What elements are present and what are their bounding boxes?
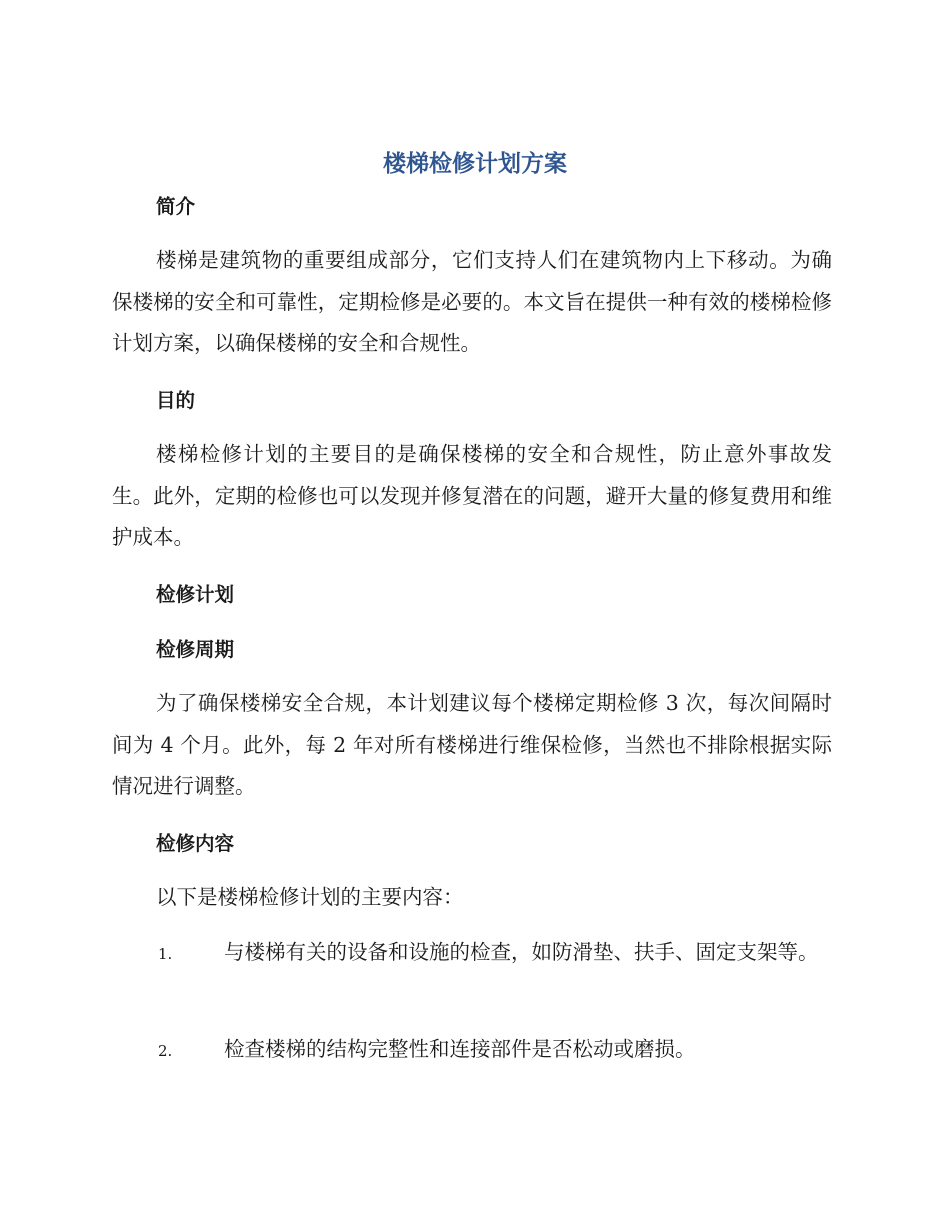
list-item-text: 检查楼梯的结构完整性和连接部件是否松动或磨损。: [224, 1037, 696, 1061]
list-item-number: 2.: [158, 1042, 173, 1060]
document-title: 楼梯检修计划方案: [383, 151, 567, 177]
heading-intro: 简介: [156, 195, 196, 218]
list-item-number: 1.: [158, 945, 173, 963]
paragraph-cycle: 为了确保楼梯安全合规，本计划建议每个楼梯定期检修 3 次，每次间隔时间为 4 个月。此外，每 2 年对所有楼梯进行维保检修，当然也不排除根据实际情况进行调整。: [112, 691, 832, 798]
list-item-text: 与楼梯有关的设备和设施的检查，如防滑垫、扶手、固定支架等。: [224, 940, 819, 964]
paragraph-intro: 楼梯是建筑物的重要组成部分，它们支持人们在建筑物内上下移动。为确保楼梯的安全和可靠性，定期检修是必要的。本文旨在提供一种有效的楼梯检修计划方案，以确保楼梯的安全和合规性。: [112, 248, 832, 355]
heading-plan: 检修计划: [156, 583, 235, 606]
list-item: [112, 932, 832, 976]
heading-purpose: 目的: [156, 389, 196, 412]
heading-content: 检修内容: [156, 832, 235, 855]
heading-cycle: 检修周期: [156, 638, 235, 661]
paragraph-purpose: 楼梯检修计划的主要目的是确保楼梯的安全和合规性，防止意外事故发生。此外，定期的检修也可以发现并修复潜在的问题，避开大量的修复费用和维护成本。: [112, 442, 832, 549]
list-item: [112, 1029, 832, 1073]
paragraph-content-intro: 以下是楼梯检修计划的主要内容：: [156, 885, 464, 909]
